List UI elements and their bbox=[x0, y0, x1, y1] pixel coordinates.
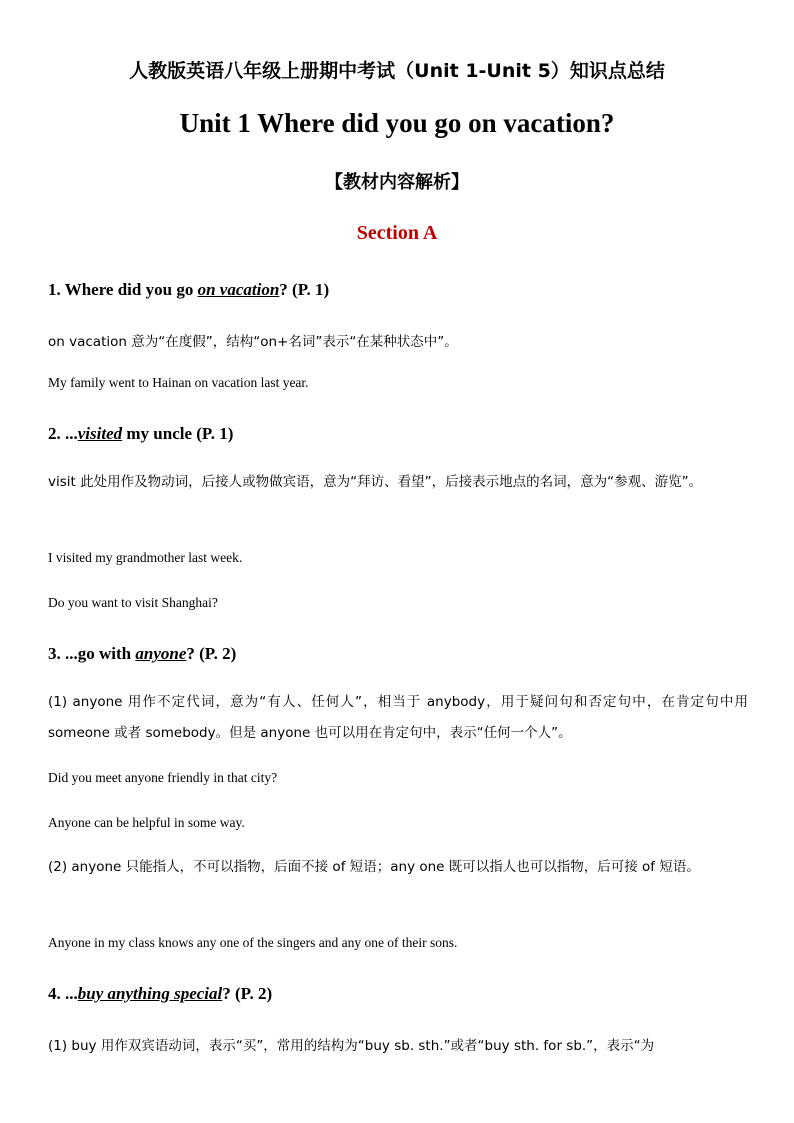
item-1-heading: 1. Where did you go on vacation? (P. 1) bbox=[48, 280, 330, 299]
item-3-explanation-2: (2) anyone 只能指人，不可以指物，后面不接 of 短语；any one 既可以指人也可以指物，后可接 of 短语。 bbox=[48, 859, 700, 875]
unit-title: Unit 1 Where did you go on vacation? bbox=[179, 108, 615, 138]
item-2-example-2: Do you want to visit Shanghai? bbox=[48, 595, 218, 610]
item-4-heading: 4. ...buy anything special? (P. 2) bbox=[48, 984, 273, 1003]
item-4-keyword: buy anything special bbox=[77, 984, 223, 1003]
item-3-example-1: Did you meet anyone friendly in that city? bbox=[48, 770, 278, 785]
item-3-heading: 3. ...go with anyone? (P. 2) bbox=[48, 644, 237, 663]
document-title: 人教版英语八年级上册期中考试（Unit 1-Unit 5）知识点总结 bbox=[129, 60, 665, 82]
section-a-title: Section A bbox=[356, 222, 438, 244]
item-3-explanation-1: (1) anyone 用作不定代词，意为“有人、任何人”，相当于 anybody，用于疑问句和否定句中，在肯定句中用 someone 或者 somebody。但是 anyone 也可以用在肯定句中，表示“任何一个人”。 bbox=[48, 694, 748, 741]
item-3-example-2: Anyone can be helpful in some way. bbox=[48, 815, 245, 830]
item-1-example-1: My family went to Hainan on vacation last year. bbox=[48, 375, 309, 390]
item-3-keyword: anyone bbox=[135, 644, 187, 663]
item-1-keyword: on vacation bbox=[197, 280, 280, 299]
item-1-explanation: on vacation 意为“在度假”，结构“on+名词”表示“在某种状态中”。 bbox=[48, 334, 458, 350]
item-4-explanation: (1) buy 用作双宾语动词，表示“买”，常用的结构为“buy sb. sth.”或者“buy sth. for sb.”，表示“为 bbox=[48, 1038, 655, 1054]
section-subtitle: 【教材内容解析】 bbox=[325, 172, 469, 193]
item-2-explanation: visit 此处用作及物动词，后接人或物做宾语，意为“拜访、看望”，后接表示地点的名词，意为“参观、游览”。 bbox=[48, 474, 703, 490]
item-3-example-3: Anyone in my class knows any one of the singers and any one of their sons. bbox=[48, 935, 458, 950]
item-2-heading: 2. ...visited my uncle (P. 1) bbox=[48, 424, 234, 443]
item-2-example-1: I visited my grandmother last week. bbox=[48, 550, 243, 565]
item-2-keyword: visited bbox=[77, 424, 123, 443]
